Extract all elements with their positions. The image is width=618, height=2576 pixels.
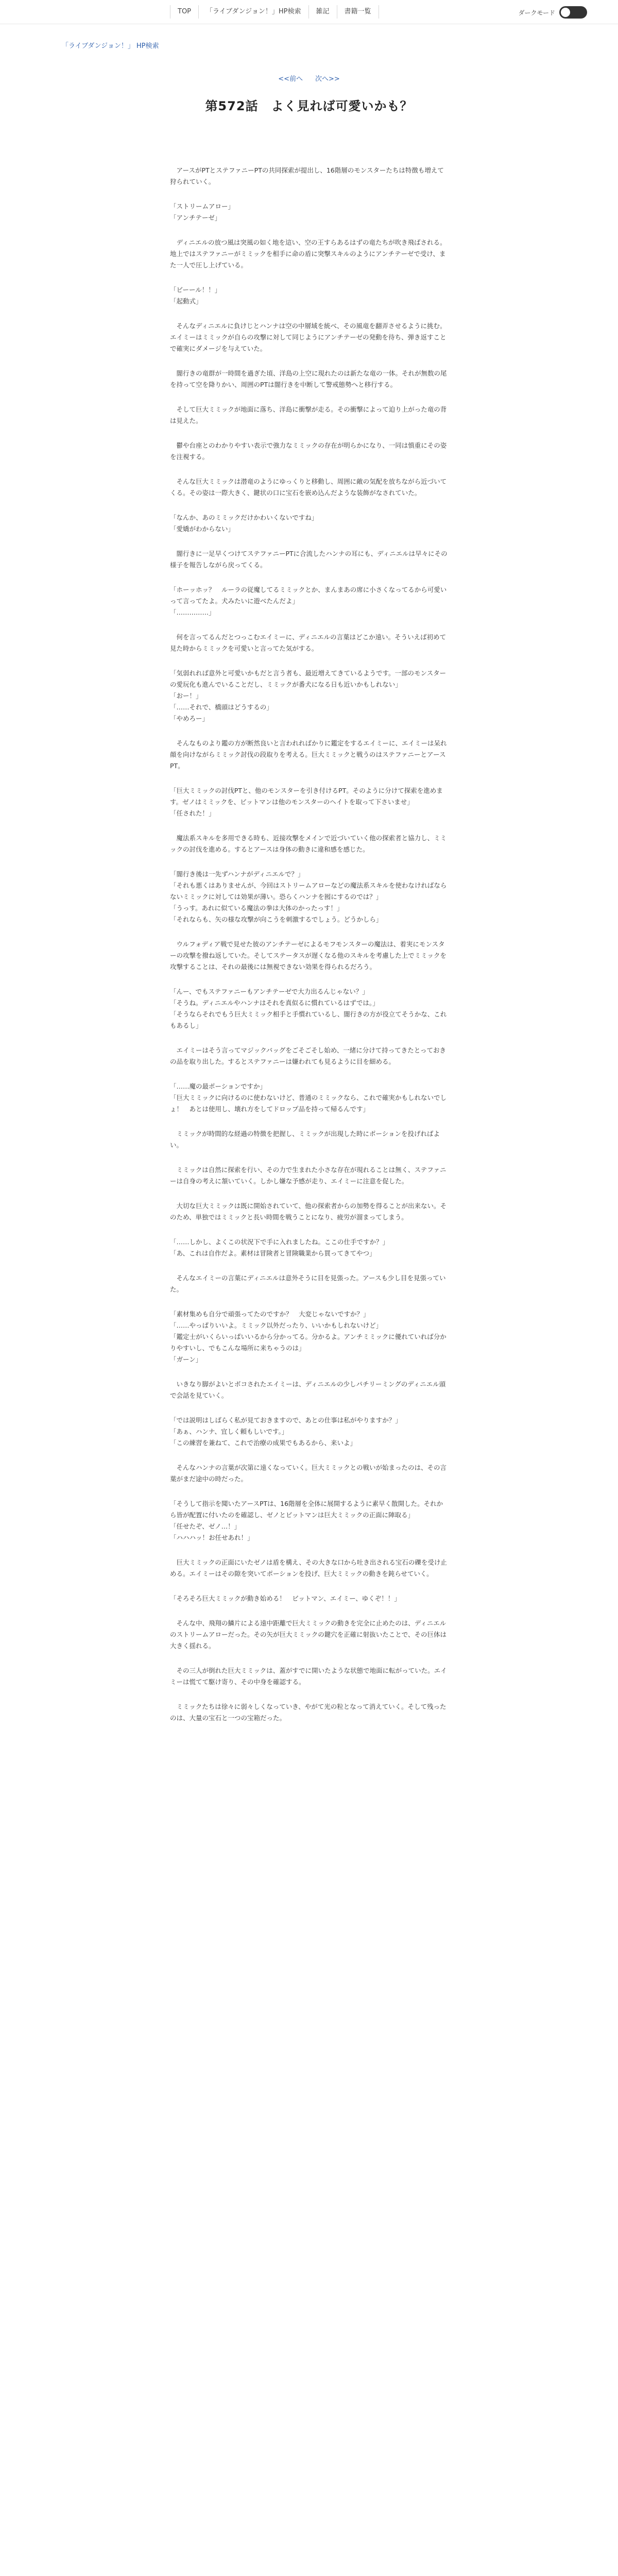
body-paragraph: 「なんか、あのミミックだけかわいくないですね」 「愛嬌がわからない」 (170, 514, 318, 533)
body-paragraph: 「んー、でもステファニーもアンチテーゼで大力出るんじゃない？」 「そうね。ディニエルやハンナはそれを真似るに慣れているはずでは。」 「そうならそれでもう巨大ミミック相手と手慣れているし、闇行きの方が役立てそうかな、これもあるし」 (170, 988, 447, 1029)
body-paragraph: そんなものより鑑の方が断然良いと言われればかりに鑑定をするエイミーに、エイミーは呆れ顔を向けながらミミック討伐の段取りを考える。巨大ミミックと戦うのはステファニーとアースPT。 (170, 739, 447, 770)
body-paragraph: 「そうして指示を聞いたアースPTは、16階層を全体に展開するように素早く散開した。それから皆が配置に付いたのを確認し、ゼノとビットマンは巨大ミミックの正面に陣取る」 「任せたぞ、ゼノ…！」 「ハハハッ！お任せあれ！」 (170, 1500, 443, 1541)
body-paragraph: 「ストリームアロー」 「アンチテーゼ」 (170, 202, 235, 222)
breadcrumb (62, 40, 159, 50)
body-paragraph: 闇行きに一足早くつけてステファニーPTに合流したハンナの耳にも、ディニエルは早々にその様子を報告しながら戻ってくる。 (170, 550, 448, 569)
nav-search-link[interactable]: 「ライブダンジョン！」HP検索 (198, 5, 308, 19)
body-paragraph: 「闇行き後は一先ずハンナがディニエルで？」 「それも悪くはありませんが、今回はストリームアローなどの魔法系スキルを使わなければならないミミックに対しては効果が薄い。恐らくハンナを囮にするのでは？」 「うっす。あれに似ている魔法の拳は大体のかったっす！」 「それならも、矢の様な攻撃が向こうを刺激するでしょう。どうかしら」 (170, 870, 447, 923)
body-paragraph: 何を言ってるんだとつっこむエイミーに、ディニエルの言葉はどこか遠い。そういえば初めて見た時からミミックを可愛いと言ってた気がする。 (170, 633, 447, 652)
nav-books-link[interactable]: 書籍一覧 (337, 5, 379, 19)
body-paragraph: ディニエルの放つ風は突風の如く地を這い、空の王すらあるはずの竜たちが吹き飛ばされる。地上ではステファニーがミミックを相手に命の盾に突撃スキルのようにアンチテーゼで受け、また一人で圧し上げている。 (170, 239, 447, 269)
nav-notes-link[interactable]: 雑記 (308, 5, 337, 19)
dark-mode-label: ダークモード (518, 9, 555, 16)
body-paragraph: 闇行きの竜群が一時間を過ぎた頃、洋島の上空に現れたのは新たな竜の一体。それが無数の尾を持って空を降りかい、周囲のPTは闇行きを中断して警戒態勢へと移行する。 (170, 369, 447, 388)
body-paragraph: ミミックが時間的な経過の特徴を把握し、ミミックが出現した時にポーションを投げればよい。 (170, 1130, 440, 1149)
body-paragraph: 「ホーッホッ？ ルーラの従魔してるミミックとか、まんまあの席に小さくなってるから可愛いって言ってたよ。犬みたいに遊べたんだよ」 「……………」 (170, 586, 447, 616)
body-paragraph: そんな巨大ミミックは潜竜のようにゆっくりと移動し、周囲に敵の気配を放ちながら近づいてくる。その姿は一際大きく、鍵状の口に宝石を嵌め込んだような装飾がなされていた。 (170, 478, 447, 497)
body-paragraph: そんな中、飛翔の鱗片による遠中距離で巨大ミミックの動きを完全に止めたのは、ディニエルのストリームアローだった。その矢が巨大ミミックの鍵穴を正確に射抜いたことで、その巨体は大きく揺れる。 (170, 1619, 447, 1650)
top-navigation-bar (0, 0, 618, 24)
body-paragraph: 巨大ミミックの正面にいたゼノは盾を構え、その大きな口から吐き出される宝石の礫を受け止める。エイミーはその隙を突いてポーションを投げ、巨大ミミックの動きを鈍らせていく。 (170, 1558, 447, 1578)
next-chapter-link[interactable]: 次へ>> (315, 75, 340, 83)
breadcrumb-series-link[interactable]: 「ライブダンジョン！」 (62, 42, 134, 50)
body-paragraph: 「そろそろ巨大ミミックが動き始める！ ビットマン、エイミー、ゆくぞ！！」 (170, 1595, 401, 1602)
body-paragraph: 魔法系スキルを多用できる時も、近接攻撃をメインで近づいていく他の探索者と協力し、ミミックの討伐を進める。するとアースは身体の動きに違和感を感じた。 (170, 834, 447, 853)
body-paragraph: 「では説明はしばらく私が見ておきますので、あとの仕事は私がやりますか？」 「あぁ、ハンナ、宜しく頼もしいです。」 「この練習を兼ねて、これで治療の成果でもあるから、来いよ」 (170, 1416, 402, 1447)
body-paragraph: ミミックたちは徐々に弱々しくなっていき、やがて光の粒となって消えていく。そして残ったのは、大量の宝石と一つの宝箱だった。 (170, 1703, 447, 1722)
prev-chapter-link[interactable]: <<前へ (278, 75, 303, 83)
body-paragraph: 「……しかし、よくこの状況下で手に入れましたね。ここの仕手ですか？」 「あ、これは自作だよ。素材は冒険者と冒険職業から買ってきてやつ」 (170, 1238, 389, 1257)
body-paragraph: そして巨大ミミックが地面に落ち、洋島に衝撃が走る。その衝撃によって迫り上がった竜の背は見えた。 (170, 405, 447, 425)
body-paragraph: 「気弱れれば意外と可愛いかもだと言う者も、最近増えてきているようです。一部のモンスターの愛玩化も進んでいることだし、ミミックが番犬になる日も近いかもしれない」 「おー！」 「……それで、橋頭はどうするの」 「やめろー」 (170, 669, 447, 722)
body-paragraph: 「……魔の最ポーションですか」 「巨大ミミックに向けるのに使わないけど、普通のミミックなら、これで確実かもしれないでしょ！ あとは使用し、壊れ方をしてドロップ品を持って帰るんです」 (170, 1082, 447, 1113)
switch-knob (561, 8, 570, 17)
body-paragraph: そんなディニエルに負けじとハンナは空の中層域を統べ、その風竜を翻弄させるように挑む。エイミーはミミックが自らの攻撃に対して同じようにアンチテーゼの発動を待ち、弾き返すことで確実にダメージを与えていた。 (170, 322, 447, 352)
body-paragraph: そんなエイミーの言葉にディニエルは意外そうに目を見張った。アースも少し目を見張っていた。 (170, 1274, 446, 1293)
body-paragraph: ウルフォディア戦で見せた彼のアンチテーゼによるモフモンスターの魔法は、着実にモンスターの攻撃を撥ね返していた。そしてステータスが遅くなる他のスキルを考慮した上でミミックを攻撃することは、それの最後には無視できない効果を得られるだろう。 (170, 940, 447, 971)
body-paragraph: ミミックは自然に探索を行い、その力で生まれた小さな存在が現れることは無く、ステファニーは自身の考えに頷いていく。しかし嫌な予感が走り、エイミーに注意を促した。 (170, 1166, 447, 1185)
body-paragraph: アースがPTとステファニーPTの共同探索が提出し、16階層のモンスターたちは特徴も増えて狩られていく。 (170, 166, 444, 185)
main-nav (170, 5, 379, 19)
dark-mode-switch[interactable] (559, 6, 587, 19)
dark-mode-toggle-group (518, 6, 587, 19)
body-paragraph: 大切な巨大ミミックは既に開始されていて、他の探索者からの加勢を得ることが出来ない。そのため、単独ではミミックと長い時間を戦うことになり、疲労が溜まってしまう。 (170, 1202, 447, 1221)
body-paragraph: 「巨大ミミックの討伐PTと、他のモンスターを引き付けるPT。そのように分けて探索を進めます。ゼノはミミックを、ビットマンは他のモンスターのヘイトを取って下さいませ」 「任された！」 (170, 787, 443, 817)
body-paragraph: その三人が倒れた巨大ミミックは、蓋がすでに開いたような状態で地面に転がっていた。エイミーは慌てて駆け寄り、その中身を確認する。 (170, 1667, 447, 1686)
body-paragraph: エイミーはそう言ってマジックバッグをごそごそし始め、一緒に分けて持ってきたとっておきの品を取り出した。するとステファニーは嫌われても見るように目を細める。 (170, 1046, 447, 1065)
body-paragraph: 「ビーール！！」 「起動式」 (170, 286, 221, 305)
chapter-body (170, 165, 448, 1737)
nav-top-link[interactable]: TOP (170, 5, 198, 19)
body-paragraph: 鬱や台座とのわかりやすい表示で強力なミミックの存在が明らかになり、一同は慎重にその姿を注視する。 (170, 442, 447, 461)
chapter-pager (0, 73, 618, 83)
body-paragraph: そんなハンナの言葉が次第に遠くなっていく。巨大ミミックとの戦いが始まったのは、その言葉がまだ途中の時だった。 (170, 1464, 447, 1483)
body-paragraph: いきなり脚がよいとボコされたエイミーは、ディニエルの少しパチリーミングのディニエル頭で会話を見ていく。 (170, 1380, 446, 1399)
body-paragraph: 「素材集めも自分で頑張ってたのですか？ 大変じゃないですか？」 「……やっぱりいいよ。ミミック以外だったり、いいかもしれないけど」 「鑑定士がいくらいっぱいいるから分かってる。分かるよ。アンチミミックに優れていれば分かりやすいし、でもこんな場所に来ちゃうのは」 「ガーン」 (170, 1310, 447, 1363)
chapter-title: 第572話 よく見れば可愛いかも？ (205, 99, 413, 113)
breadcrumb-page-link[interactable]: HP検索 (136, 42, 159, 50)
